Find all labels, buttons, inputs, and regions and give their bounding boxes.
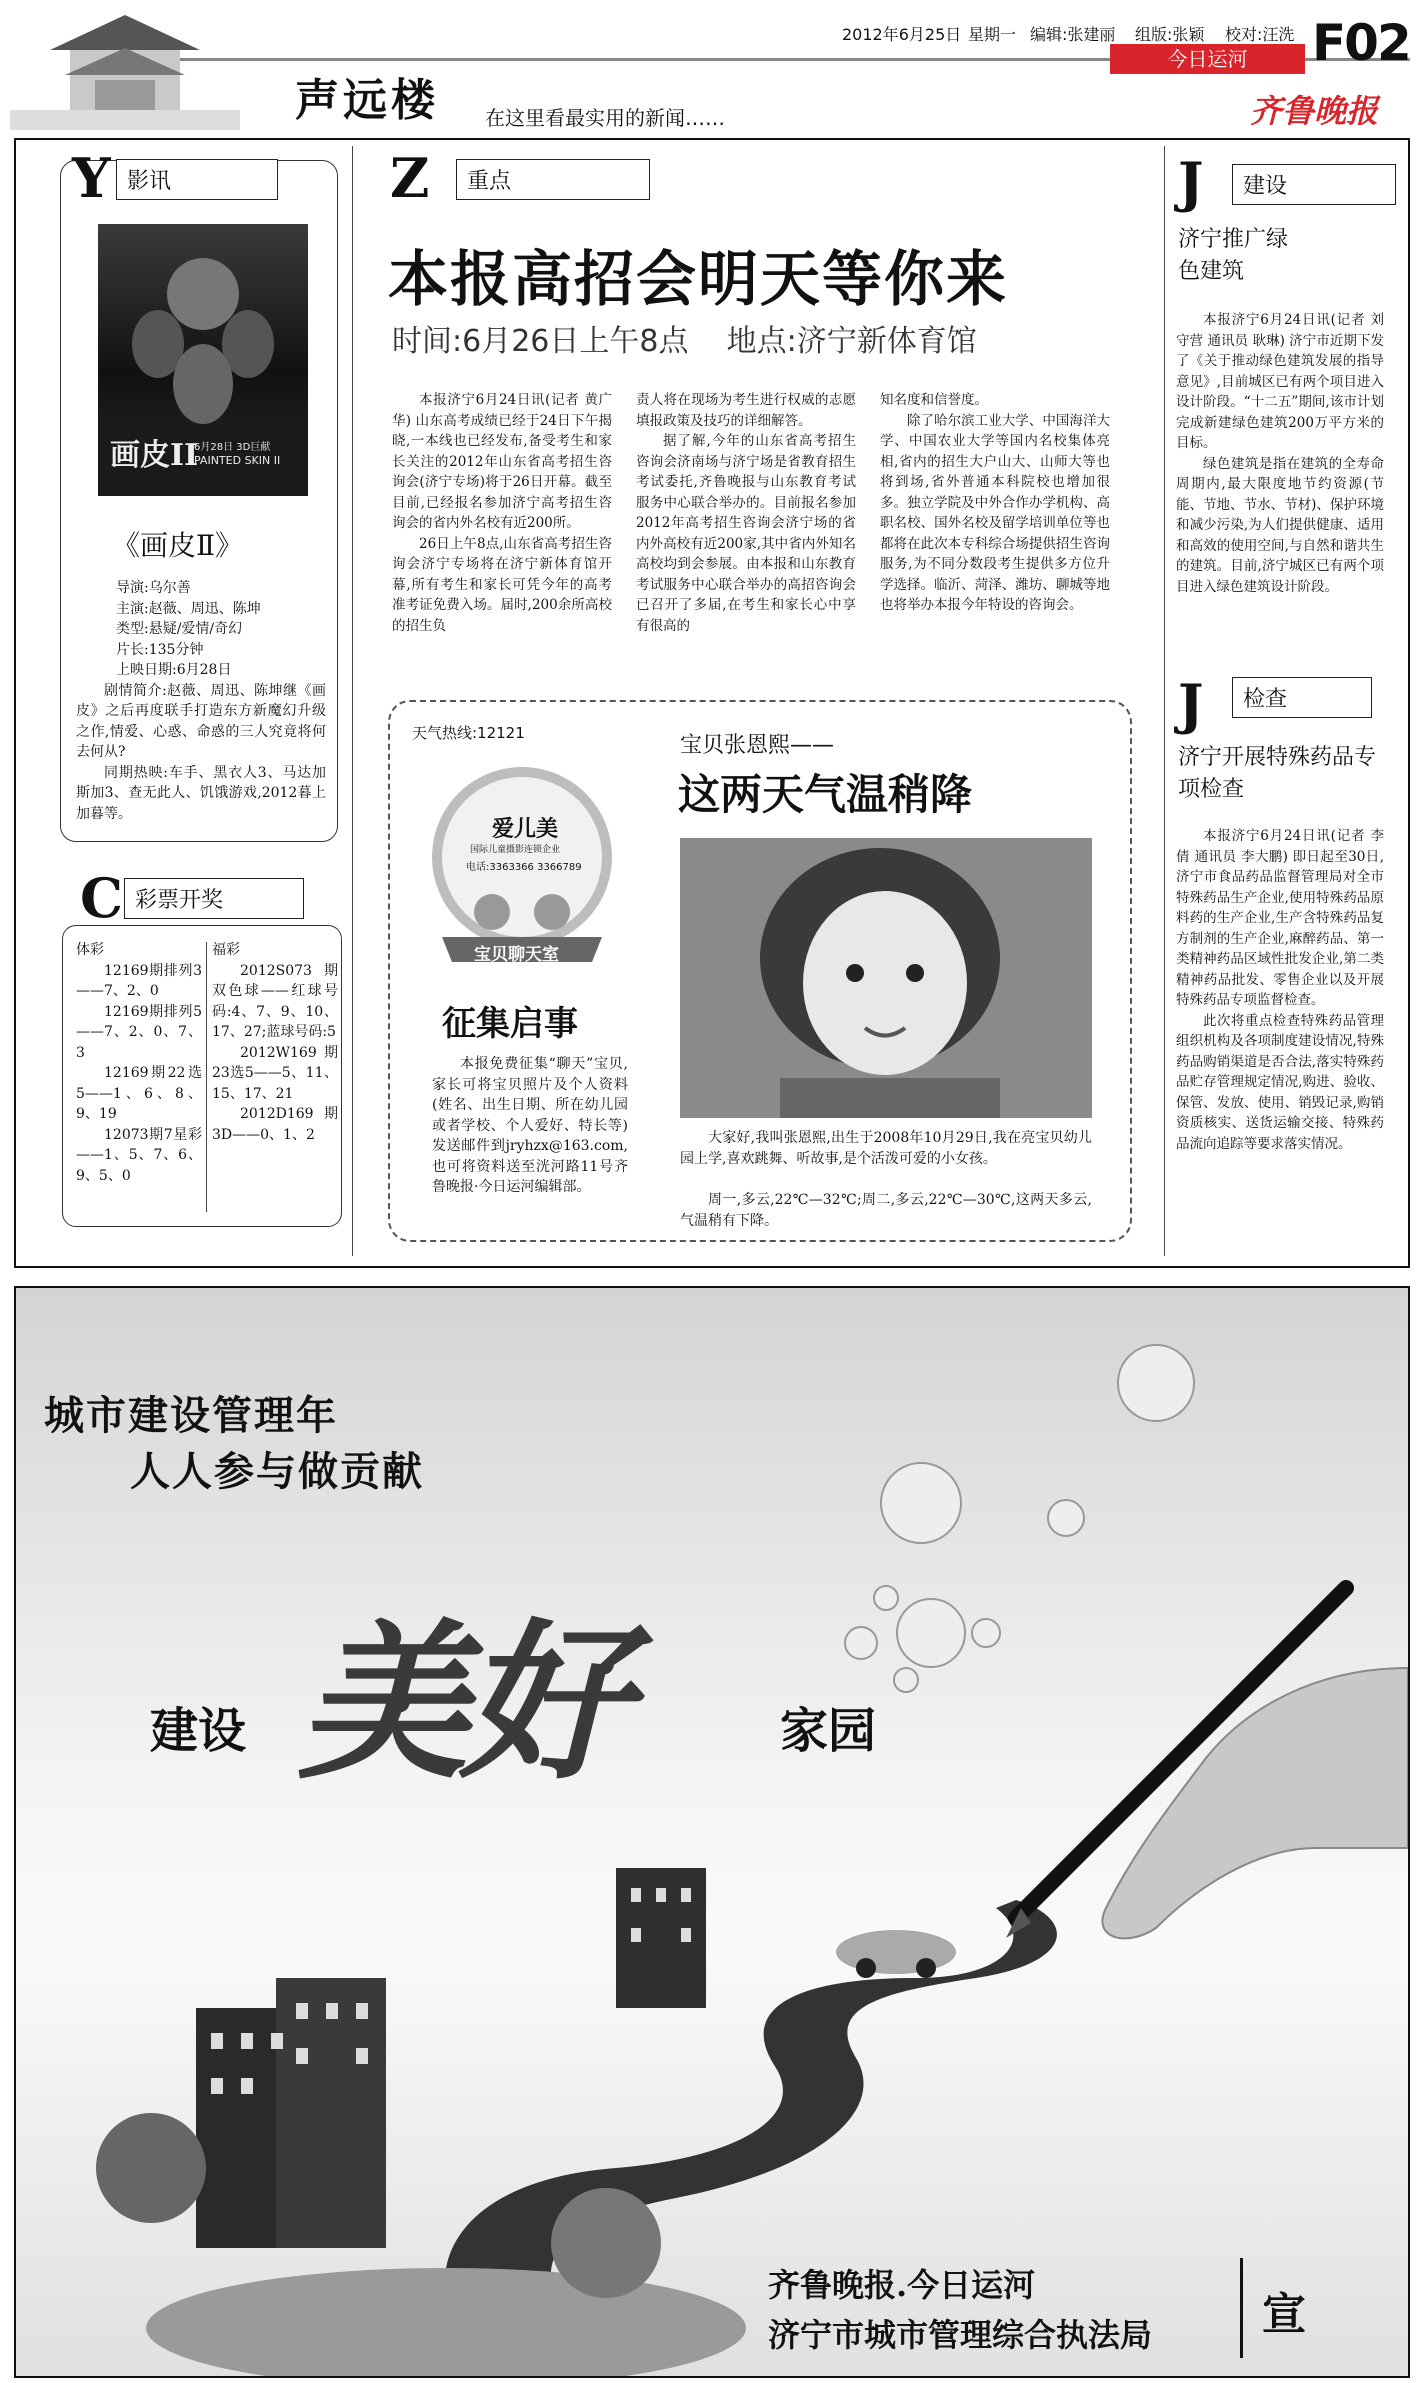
baby-intro: 大家好,我叫张恩熙,出生于2008年10月29日,我在亮宝贝幼儿园上学,喜欢跳舞、听故事,是个活泼可爱的小女孩。: [680, 1130, 1092, 1167]
film-info-line: 片长:135分钟: [116, 641, 204, 658]
lottery-left-head: 体彩: [76, 942, 104, 958]
poster-title: 画皮II: [110, 438, 199, 473]
weather-forecast: 周一,多云,22℃—32℃;周二,多云,22℃—30℃,这两天多云,气温稍有下降。: [680, 1192, 1092, 1229]
main-letter: Z: [390, 146, 430, 210]
lottery-item: 12169期22选5——1、6、8、9、19: [76, 1065, 202, 1122]
build-paragraph: 本报济宁6月24日讯(记者 刘守营 通讯员 耿琳) 济宁市近期下发了《关于推动绿色建筑发展的指导意见》,目前城区已有两个项目进入设计阶段。“十二五”期间,该市计划完成新建绿色建筑200万平方米的目标。: [1176, 312, 1384, 451]
lottery-letter: C: [80, 866, 123, 930]
main-paragraph: 知名度和信誉度。: [880, 392, 988, 408]
build-text: [1176, 310, 1384, 597]
editor-credit: 编辑:张建丽: [1030, 25, 1116, 44]
film-tag: 影讯: [116, 159, 278, 200]
check-paragraph: 此次将重点检查特殊药品管理组织机构及各项制度建设情况,特殊药品购销渠道是否合法,落实特殊药品贮存管理规定情况,购进、验收、保管、发放、使用、销毁记录,购销资质核实、送货运输交接、特殊药品流向追踪等要求落实情况。: [1176, 1012, 1384, 1152]
lottery-item: 2012D169期3D——0、1、2: [212, 1106, 338, 1143]
ad-sponsor-1: 齐鲁晚报.今日运河: [768, 2266, 1036, 2304]
main-paragraph: 据了解,今年的山东省高考招生咨询会济南场与济宁场是省教育招生考试委托,齐鲁晚报与山东教育考试服务中心联合举办的。目前报名参加2012年高考招生咨询会济宁场的省内外高校有近200家,其中省内外知名高校均到会参展。由本报和山东教育考试服务中心联合举办的高招咨询会已召开了多届,在考生和家长心中享有很高的: [636, 433, 856, 634]
collect-title: 征集启事: [442, 1004, 578, 1044]
masthead-ornament: [10, 10, 240, 130]
ad-sponsor-2: 济宁市城市管理综合执法局: [768, 2316, 1153, 2354]
weather-hotline: 天气热线:12121: [412, 724, 525, 742]
main-column-1: [392, 390, 612, 636]
lottery-item: 2012S073期双色球——红球号码:4、7、9、10、17、27;蓝球号码:5: [212, 962, 338, 1040]
lottery-item: 12073期7星彩——1、5、7、6、9、5、0: [76, 1126, 202, 1184]
main-column-3: [880, 390, 1110, 616]
film-info-line: 导演:乌尔善: [116, 580, 191, 596]
poster-date: 6月28日 3D巨献: [194, 442, 271, 453]
main-tag: 重点: [456, 159, 650, 200]
film-info-line: 上映日期:6月28日: [116, 662, 232, 678]
issue-weekday: 星期一: [968, 25, 1017, 44]
weather-kicker: 宝贝张恩熙——: [680, 733, 835, 758]
aierme-name: 爱儿美: [492, 816, 559, 842]
lottery-right-head: 福彩: [212, 942, 240, 958]
aierme-banner: 宝贝聊天室: [474, 945, 559, 965]
film-letter: Y: [72, 146, 111, 210]
section-badge: 今日运河: [1110, 44, 1305, 74]
main-headline: 本报高招会明天等你来: [388, 245, 1008, 315]
left-column-divider: [352, 146, 353, 1256]
page-number: F02: [1312, 14, 1410, 72]
lottery-item: 2012W169期23选5——5、11、15、17、21: [212, 1044, 338, 1102]
main-paragraph: 26日上午8点,山东省高考招生咨询会济宁专场将在济宁新体育馆开幕,所有考生和家长可凭今年的高考准考证免费入场。届时,200余所高校的招生负: [392, 535, 612, 634]
layout-credit: 组版:张颖: [1135, 25, 1205, 44]
film-info-line: 类型:悬疑/爱情/奇幻: [116, 621, 243, 637]
right-column-divider: [1164, 146, 1165, 1256]
column-slogan: 在这里看最实用的新闻……: [485, 106, 725, 130]
main-paragraph: 责人将在现场为考生进行权威的志愿填报政策及技巧的详细解答。: [636, 392, 856, 429]
check-letter: J: [1178, 672, 1204, 736]
proof-credit: 校对:汪洗: [1225, 25, 1295, 44]
aierme-phone: 电话:3363366 3366789: [466, 862, 582, 873]
child-portrait: [680, 838, 1092, 1118]
ad-left-word: 建设: [150, 1703, 247, 1759]
lottery-box: [62, 925, 342, 1227]
ad-stamp: 宣: [1262, 2289, 1306, 2340]
main-column-2: [636, 390, 856, 636]
issue-date: 2012年6月25日: [842, 25, 962, 44]
build-tag: 建设: [1232, 164, 1396, 205]
brand-logo: 齐鲁晚报: [1250, 92, 1379, 130]
lottery-item: 12169期排列5——7、2、0、7、3: [76, 1003, 202, 1061]
ad-big-word: 美好: [298, 1603, 623, 1803]
weather-title: 这两天气温稍降: [678, 770, 973, 819]
check-title: 济宁开展特殊药品专项检查: [1178, 745, 1377, 802]
tower-illustration: [10, 10, 240, 130]
ad-line-2: 人人参与做贡献: [130, 1448, 424, 1495]
check-text: [1176, 826, 1384, 1154]
baby-photo: [680, 838, 1092, 1118]
build-paragraph: 绿色建筑是指在建筑的全寿命周期内,最大限度地节约资源(节能、节地、节水、节材)、保护环境和减少污染,为人们提供健康、适用和高效的使用空间,与自然和谐共生的建筑。目前,济宁城区已有两个项目进入绿色建筑设计阶段。: [1176, 455, 1384, 595]
aierme-subtitle: 国际儿童摄影连锁企业: [470, 845, 561, 855]
lottery-item: 12169期排列3——7、2、0: [76, 962, 202, 999]
ad-sponsor-divider: [1240, 2258, 1243, 2358]
main-paragraph: 除了哈尔滨工业大学、中国海洋大学、中国农业大学等国内名校集体亮相,省内的招生大户山大、山师大等也将到场,省外普通本科院校也增加很多。独立学院及中外合作办学机构、高职名校、国外名校及留学培训单位等也都将在此次本专科综合场提供招生咨询服务,为不同分数段考生提供多方位升学选择。临沂、菏泽、潍坊、聊城等地也将举办本报今年特设的咨询会。: [880, 412, 1110, 613]
column-name: 声远楼: [295, 75, 439, 126]
build-title: 济宁推广绿色建筑: [1178, 227, 1289, 284]
collect-text: 本报免费征集“聊天”宝贝,家长可将宝贝照片及个人资料(姓名、出生日期、所在幼儿园或者学校、个人爱好、特长等)发送邮件到jryhzx@163.com,也可将资料送至洸河路11号齐鲁晚报·今日运河编辑部。: [432, 1056, 628, 1195]
lottery-tag: 彩票开奖: [124, 878, 304, 919]
ad-line-1: 城市建设管理年: [44, 1392, 338, 1439]
film-info-line: 主演:赵薇、周迅、陈坤: [116, 600, 261, 617]
main-subline: 时间:6月26日上午8点 地点:济宁新体育馆: [392, 324, 977, 359]
build-letter: J: [1178, 150, 1204, 214]
film-poster: [98, 224, 308, 496]
film-hot: 同期热映:车手、黑衣人3、马达加斯加3、查无此人、饥饿游戏,2012暮上加暮等。: [76, 764, 326, 822]
main-paragraph: 本报济宁6月24日讯(记者 黄广华) 山东高考成绩已经于24日下午揭晓,一本线也已经发布,备受考生和家长关注的2012年山东省高考招生咨询会(济宁专场)将于26日开幕。截至目前,已经报名参加济宁高考招生咨询会的省内外名校有近200所。: [392, 392, 612, 531]
aierme-logo: [412, 762, 632, 972]
check-paragraph: 本报济宁6月24日讯(记者 李倩 通讯员 李大鹏) 即日起至30日,济宁市食品药品监督管理局对全市特殊药品生产企业,使用特殊药品原料药的生产企业,生产含特殊药品复方制剂的生产企业,麻醉药品、第一类精神药品区域性批发企业,第二类精神药品批发、零售企业以及开展特殊药品专项监督检查。: [1176, 828, 1384, 1008]
poster-subtitle: PAINTED SKIN II: [194, 454, 281, 467]
check-tag: 检查: [1232, 677, 1372, 718]
ad-right-word: 家园: [780, 1703, 877, 1759]
film-info: [76, 578, 326, 824]
film-title: 《画皮Ⅱ》: [112, 529, 244, 562]
film-intro: 剧情简介:赵薇、周迅、陈坤继《画皮》之后再度联手打造东方新魔幻升级之作,情爱、心惑、命惑的三人究竟将何去何从?: [76, 682, 326, 760]
